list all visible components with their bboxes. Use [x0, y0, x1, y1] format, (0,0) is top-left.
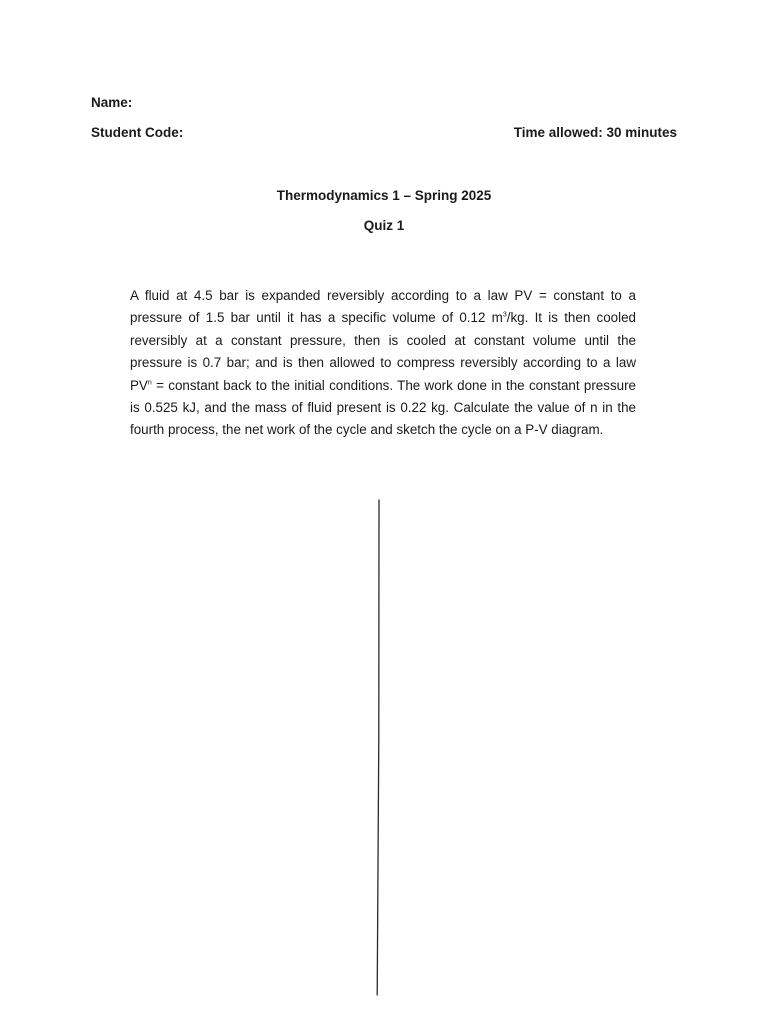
problem-text-part1: A fluid at 4.5 bar is expanded reversibly according to a law PV = constant to a pressure of 1.5 bar until it has a specific volume of 0.12 m — [130, 288, 636, 326]
superscript-n: n — [147, 379, 152, 387]
superscript-3: 3 — [502, 311, 507, 319]
student-code-label: Student Code: — [91, 125, 184, 140]
problem-text-part2: /kg. It is then cooled reversibly at a constant pressure, then is cooled at constant volume until the pressure is 0.7 bar; and is then allowed to compress reversibly according to a law PV — [130, 310, 636, 393]
problem-statement — [130, 285, 636, 442]
problem-text-part3: = constant back to the initial conditions. The work done in the constant pressure is 0.525 kJ, and the mass of fluid present is 0.22 kg. Calculate the value of n in the fourth process, the net work of the cycle and sketch the cycle on a P-V diagram. — [130, 377, 636, 438]
sketch-axis-line — [377, 500, 379, 995]
quiz-title: Quiz 1 — [363, 218, 405, 233]
name-label: Name: — [91, 95, 133, 110]
course-title: Thermodynamics 1 – Spring 2025 — [276, 188, 492, 203]
time-allowed-label: Time allowed: 30 minutes — [513, 125, 677, 140]
hand-drawn-vertical-line — [360, 495, 400, 1000]
